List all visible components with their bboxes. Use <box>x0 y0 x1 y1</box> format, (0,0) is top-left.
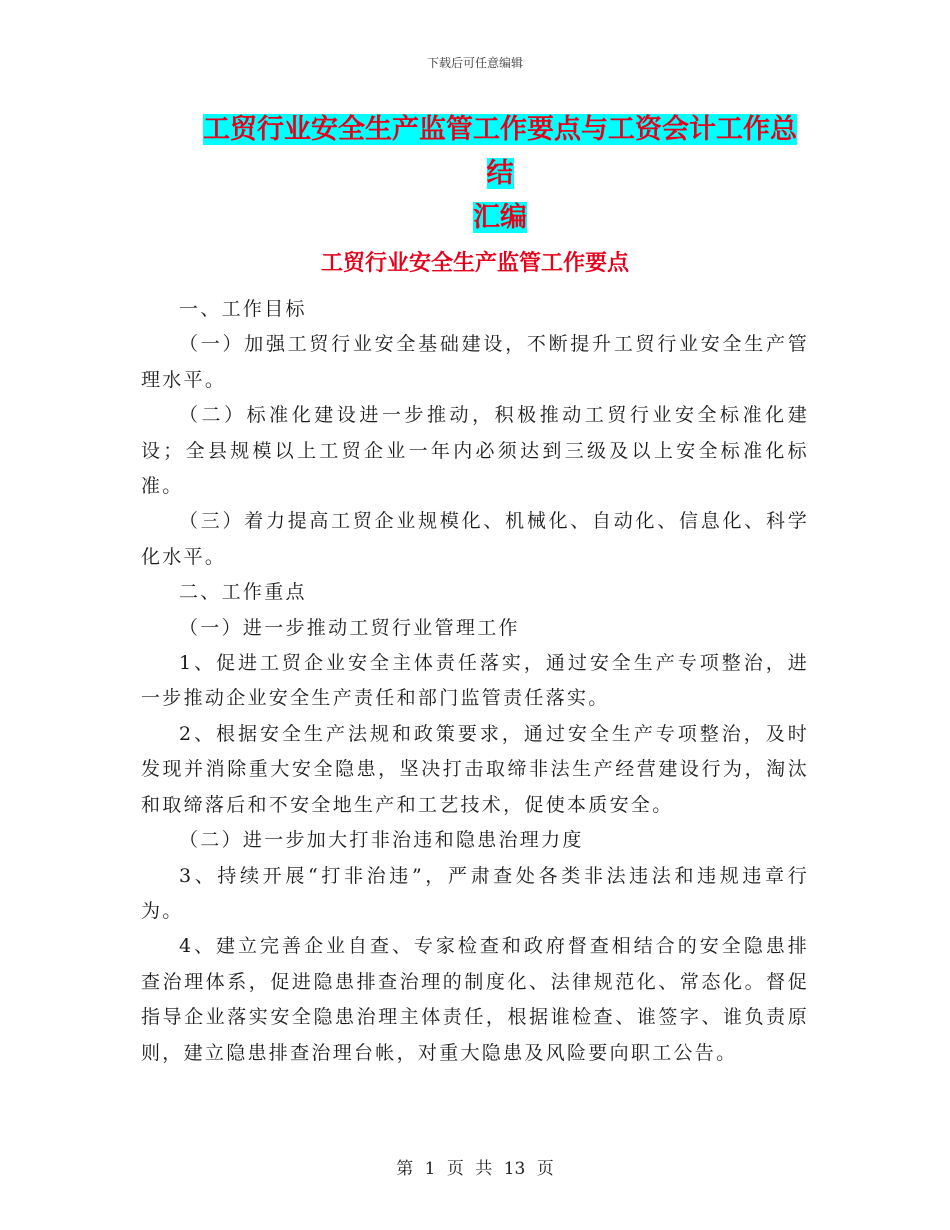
document-body <box>141 292 809 1071</box>
paragraph: 3、持续开展“打非治违”，严肃查处各类非法违法和违规违章行为。 <box>141 864 809 922</box>
heading-work-goals: 一、工作目标 <box>179 298 307 320</box>
paragraph: （三）着力提高工贸企业规模化、机械化、自动化、信息化、科学化水平。 <box>141 510 809 568</box>
paragraph: 1、促进工贸企业安全主体责任落实，通过安全生产专项整治，进一步推动企业安全生产责任和部门监管责任落实。 <box>141 652 809 710</box>
header-note: 下载后可任意编辑 <box>426 56 523 70</box>
paragraph: （二）标准化建设进一步推动，积极推动工贸行业安全标准化建设；全县规模以上工贸企业一年内必须达到三级及以上安全标准化标准。 <box>141 404 809 498</box>
paragraph: 2、根据安全生产法规和政策要求，通过安全生产专项整治，及时发现并消除重大安全隐患，坚决打击取缔非法生产经营建设行为，淘汰和取缔落后和不安全地生产和工艺技术，促使本质安全。 <box>141 722 809 816</box>
heading-work-focus: 二、工作重点 <box>179 581 307 604</box>
section-title: 工贸行业安全生产监管工作要点 <box>320 251 629 276</box>
document-title-line-2: 汇编 <box>473 202 527 233</box>
document-title-line-1: 工贸行业安全生产监管工作要点与工资会计工作总结 <box>203 114 797 189</box>
paragraph: （一）加强工贸行业安全基础建设，不断提升工贸行业安全生产管理水平。 <box>141 333 809 391</box>
page-number: 第 1 页 共 13 页 <box>396 1159 554 1179</box>
document-title <box>190 108 810 240</box>
subheading: （二）进一步加大打非治违和隐患治理力度 <box>179 829 584 852</box>
paragraph: 4、建立完善企业自查、专家检查和政府督查相结合的安全隐患排查治理体系，促进隐患排查治理的制度化、法律规范化、常态化。督促指导企业落实安全隐患治理主体责任，根据谁检查、谁签字、谁负责原则，建立隐患排查治理台帐，对重大隐患及风险要向职工公告。 <box>141 935 809 1064</box>
subheading: （一）进一步推动工贸行业管理工作 <box>179 616 520 639</box>
